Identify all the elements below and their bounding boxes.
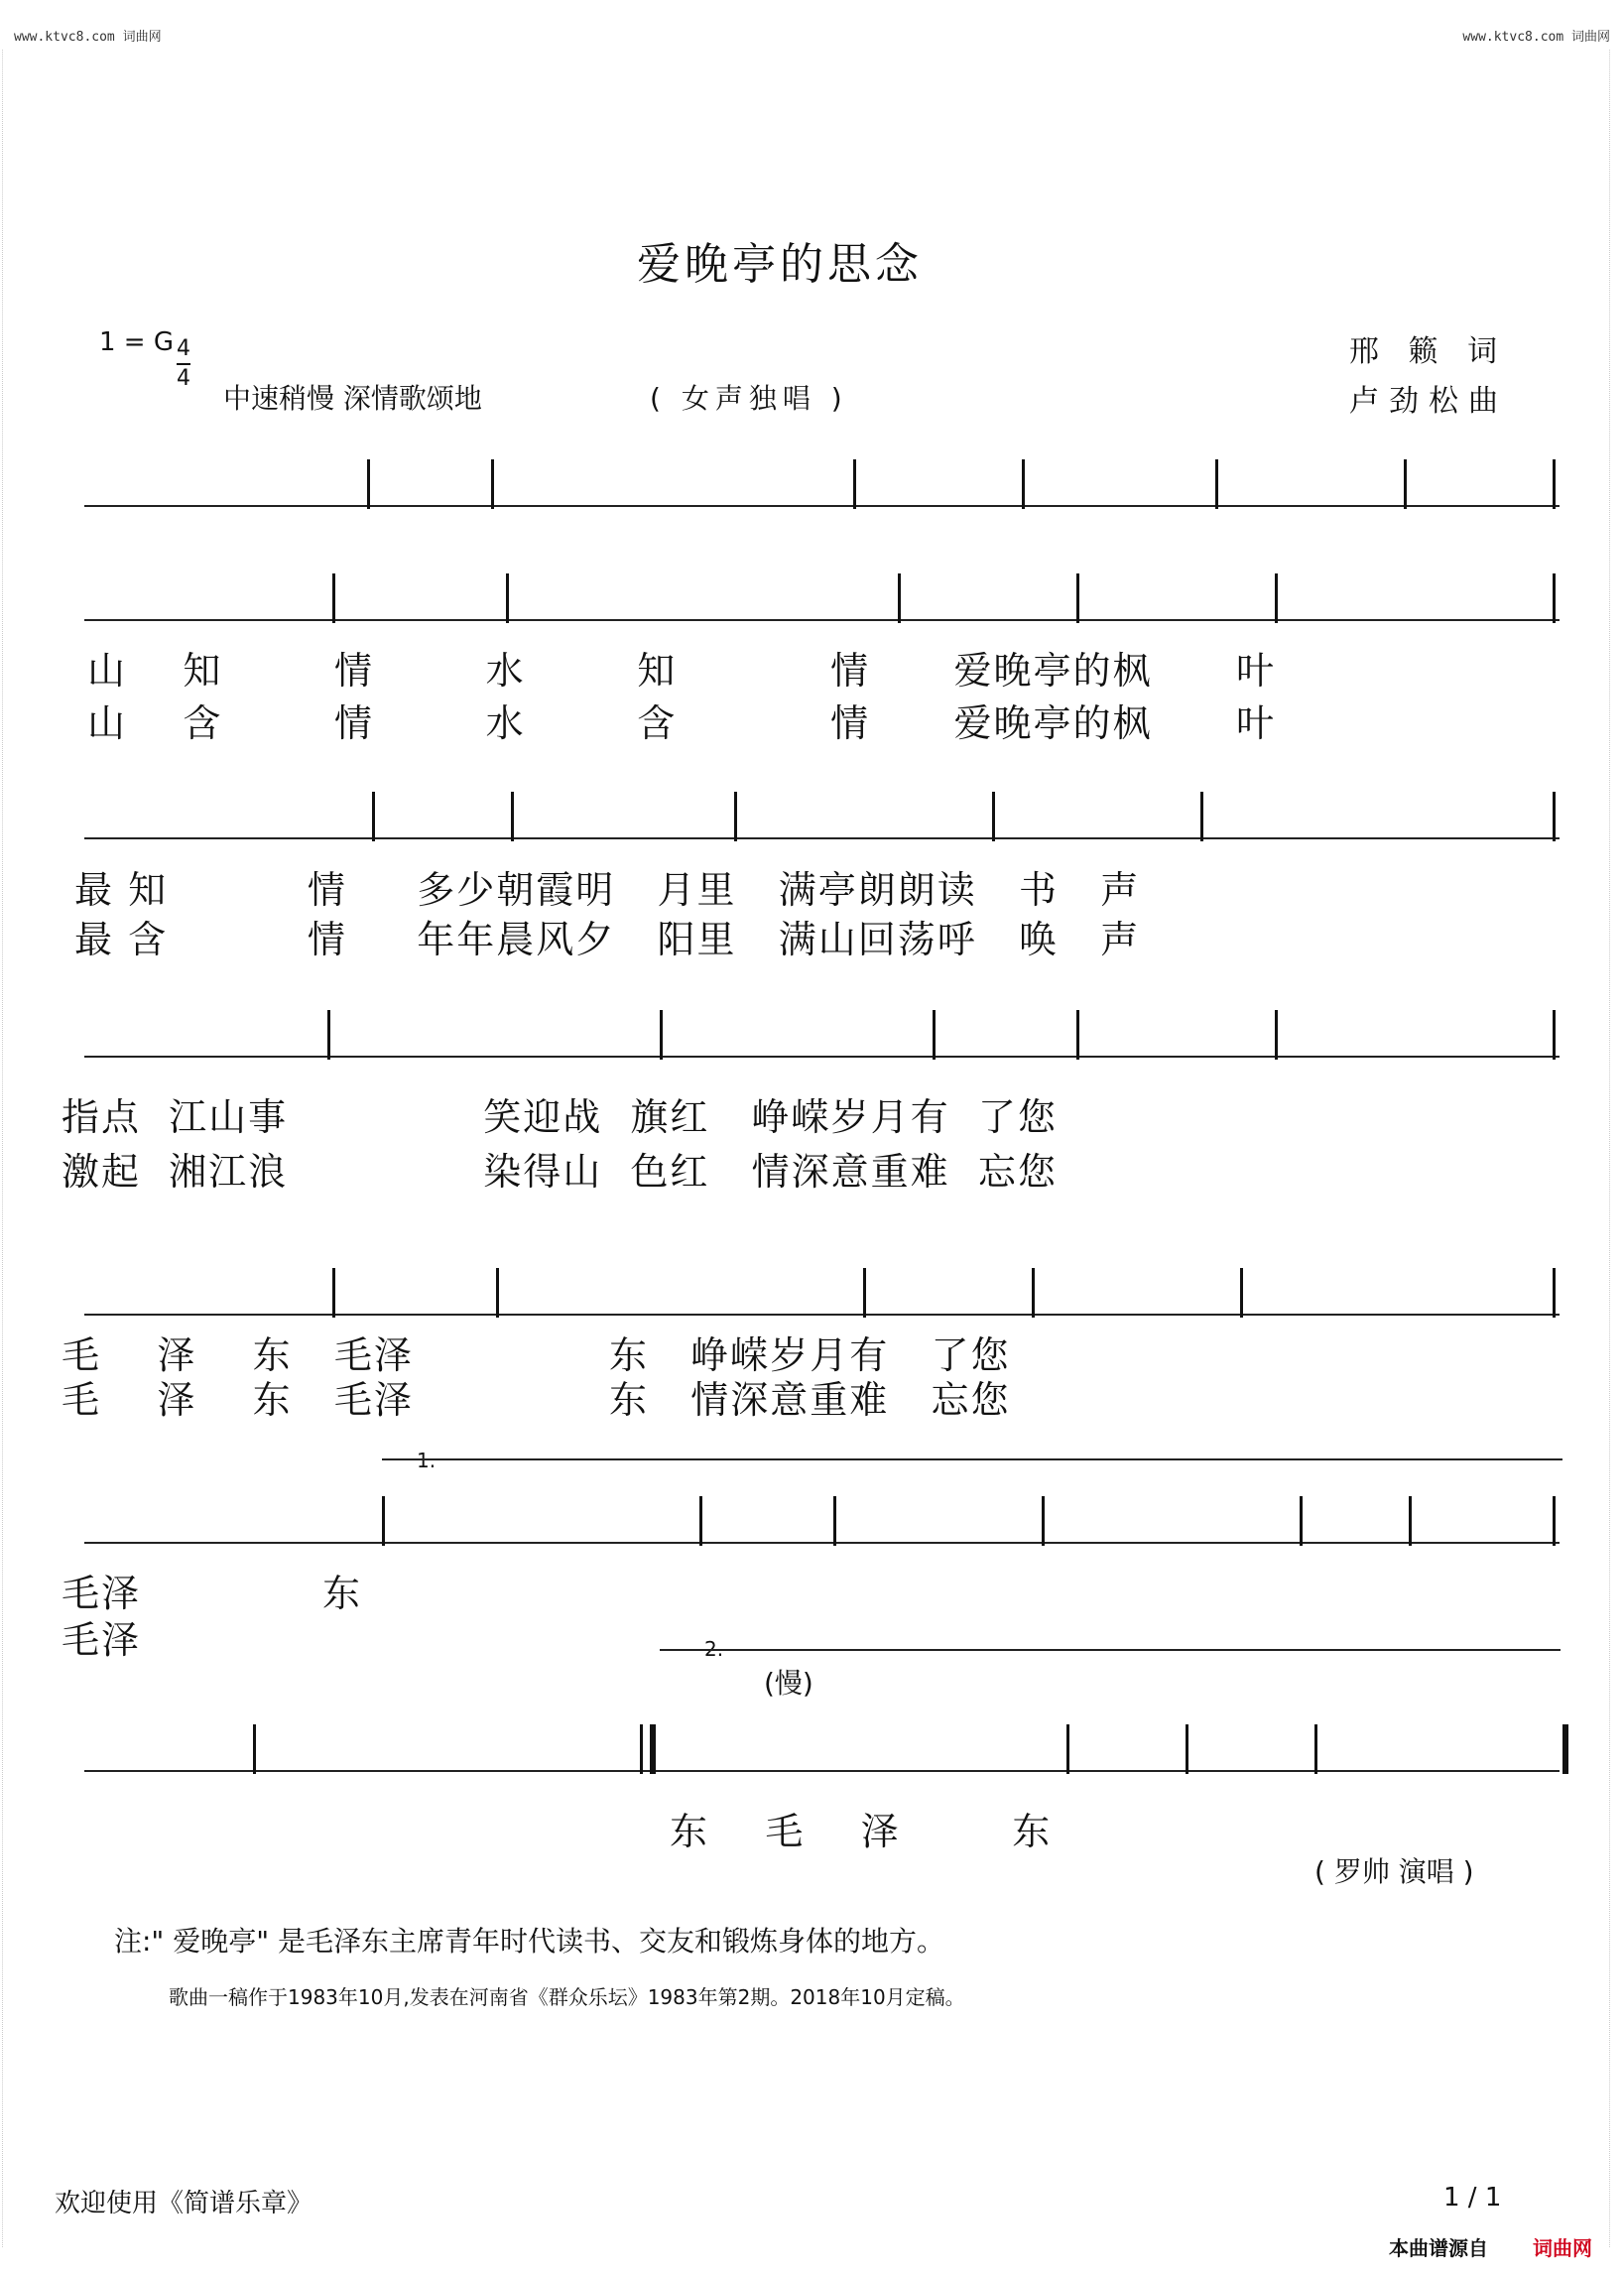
watermark-right: www.ktvc8.com 词曲网 (1462, 30, 1610, 45)
ending-1-bracket (382, 1458, 1562, 1460)
ending-2-label: 2. (704, 1637, 724, 1661)
left-margin-strip (2, 50, 15, 2247)
score-row-4 (84, 1260, 1560, 1320)
score-row-1 (84, 566, 1560, 625)
voice-type: ( 女声独唱 ) (650, 382, 848, 415)
composer: 卢劲松曲 (1349, 384, 1508, 419)
lyrics-verse2-line1: 山 含 情 水 含 情 爱晚亭的枫 叶 (87, 701, 1277, 745)
welcome-text: 欢迎使用《简谱乐章》 (55, 2189, 313, 2218)
page-number: 1 / 1 (1443, 2183, 1502, 2213)
score-row-5 (84, 1488, 1560, 1548)
score-row-6 (84, 1716, 1560, 1776)
key-signature: 1 = G (99, 327, 175, 357)
tempo-marking: 中速稍慢 深情歌颂地 (223, 382, 482, 415)
lyrics-verse2-line4: 毛 泽 东 毛泽 东 情深意重难 忘您 (62, 1378, 1011, 1422)
lyrics-verse1-line3: 指点 江山事 笑迎战 旗红 峥嵘岁月有 了您 (62, 1095, 1058, 1139)
meter-top: 4 (177, 335, 190, 365)
ending-1-label: 1. (417, 1449, 437, 1472)
composition-note: 歌曲一稿作于1983年10月,发表在河南省《群众乐坛》1983年第2期。2018年10月定稿。 (169, 1985, 965, 2009)
ending-2-bracket (660, 1649, 1561, 1651)
lyrics-verse2-line2: 最 含 情 年年晨风夕 阳里 满山回荡呼 唤 声 (74, 918, 1141, 961)
watermark-left: www.ktvc8.com 词曲网 (14, 30, 162, 45)
slow-marking: (慢) (764, 1667, 813, 1700)
lyrics-verse1-line2: 最 知 情 多少朝霞明 月里 满亭朗朗读 书 声 (74, 868, 1141, 912)
source-label: 本曲谱源自 (1389, 2236, 1488, 2260)
lyrics-line5-a: 毛泽 东 (62, 1572, 363, 1615)
song-title: 爱晚亭的思念 (637, 239, 923, 290)
meter-bottom: 4 (177, 366, 190, 391)
time-signature (177, 335, 190, 393)
footnote: 注:" 爱晚亭" 是毛泽东主席青年时代读书、交友和锻炼身体的地方。 (114, 1925, 944, 1958)
credits (1349, 327, 1508, 427)
lyrics-verse1-line1: 山 知 情 水 知 情 爱晚亭的枫 叶 (87, 649, 1277, 693)
score-row-3 (84, 1002, 1560, 1062)
score-row-2 (84, 784, 1560, 843)
lyrics-line6: 东 毛 泽 东 (670, 1810, 1053, 1853)
source-site-link[interactable]: 词曲网 (1533, 2236, 1592, 2260)
lyricist: 邢 籁 词 (1349, 334, 1508, 369)
score-row-intro (84, 451, 1560, 511)
performer: ( 罗帅 演唱 ) (1314, 1855, 1474, 1888)
lyrics-verse2-line3: 激起 湘江浪 染得山 色红 情深意重难 忘您 (62, 1150, 1058, 1194)
lyrics-verse1-line4: 毛 泽 东 毛泽 东 峥嵘岁月有 了您 (62, 1333, 1011, 1377)
right-margin-strip (1609, 50, 1622, 2247)
lyrics-line5-b: 毛泽 (62, 1618, 142, 1662)
